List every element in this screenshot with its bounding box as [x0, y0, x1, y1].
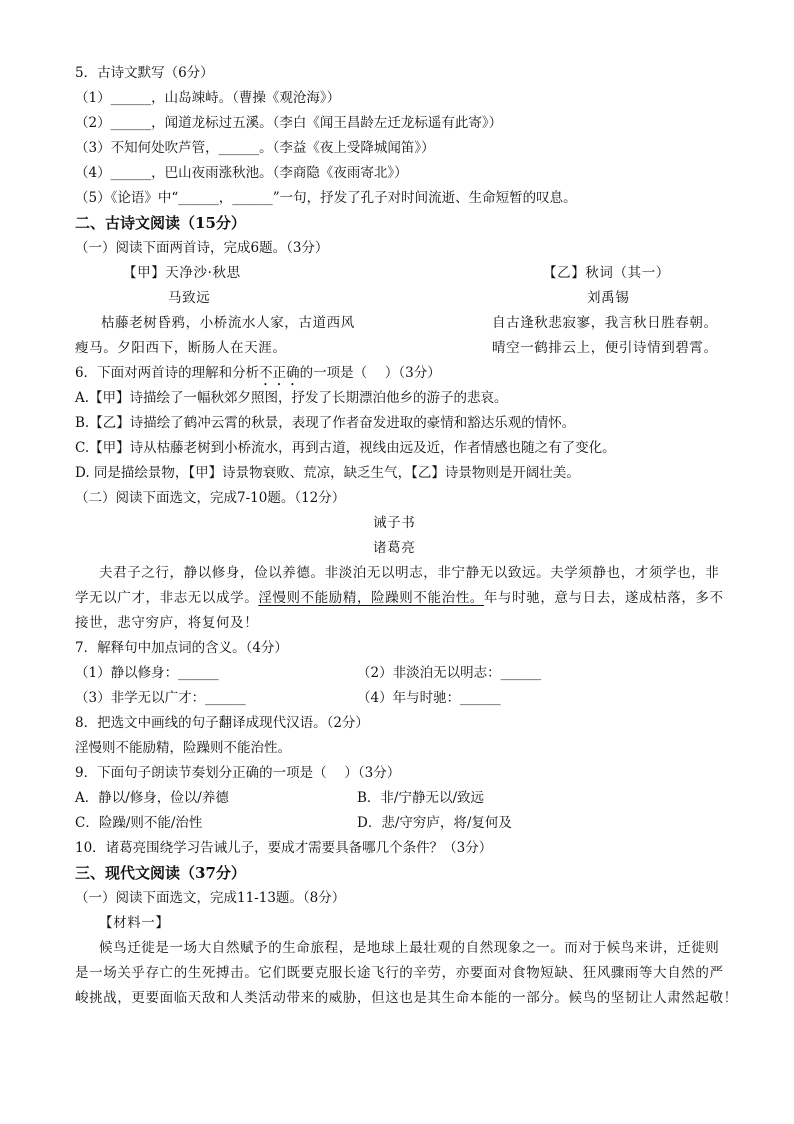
q9-option-a: A．静以/修身，俭以/养德 — [75, 790, 229, 806]
q6-option-d: D. 同是描绘景物，【甲】诗景物衰败、荒凉，缺乏生气，【乙】诗景物则是开阔壮美。 — [75, 465, 580, 481]
q5-item-4: （4）______，巴山夜雨涨秋池。（李商隐《夜雨寄北》） — [75, 165, 408, 181]
q5-item-1: （1）______，山岛竦峙。（曹操《观沧海》） — [75, 90, 341, 106]
essay-line-2-post: 年与时驰，意与日去，遂成枯落，多不 — [483, 590, 724, 606]
q6-stem-post: 的一项是（ ）（3分） — [299, 365, 441, 381]
poem-b-line-2: 晴空一鹤排云上，便引诗情到碧霄。 — [492, 340, 718, 356]
q10-title: 10．诸葛亮围绕学习告诫儿子，要成才需要具备哪几个条件？（3分） — [75, 840, 493, 856]
q5-item-5: （5）《论语》中“______，______”一句，抒发了孔子对时间流逝、生命短暂的叹息。 — [75, 190, 577, 206]
material-para-line-2: 是一场关乎存亡的生死搏击。它们既要克服长途飞行的辛劳，亦要面对食物短缺、狂风骤雨等大自然的严 — [75, 965, 724, 981]
q7-item-2: （2）非淡泊无以明志：______ — [357, 665, 542, 681]
material-para-line-1: 候鸟迁徙是一场大自然赋予的生命旅程，是地球上最壮观的自然现象之一。而对于候鸟来讲，迁徙则 — [99, 940, 720, 956]
essay-title: 诫子书 — [373, 515, 416, 531]
q7-item-1: （1）静以修身：______ — [75, 665, 219, 681]
poem-b-title: 【乙】秋词（其一） — [543, 265, 670, 281]
q8-sentence: 淫慢则不能励精，险躁则不能治性。 — [75, 740, 291, 756]
essay-underlined-sentence: 淫慢则不能励精，险躁则不能治性。 — [258, 590, 484, 606]
part2-intro: （二）阅读下面选文，完成7-10题。（12分） — [75, 490, 346, 506]
essay-line-2-pre: 学无以广才，非志无以成学。 — [75, 590, 259, 606]
material-label: 【材料一】 — [99, 915, 170, 931]
q8-title: 8．把选文中画线的句子翻译成现代汉语。（2分） — [75, 715, 369, 731]
q6-stem-emphasis: 不正确 — [259, 365, 300, 381]
q9-title: 9．下面句子朗读节奏划分正确的一项是（ ）（3分） — [75, 765, 401, 781]
q5-item-3: （3）不知何处吹芦管，______。（李益《夜上受降城闻笛》） — [75, 140, 435, 156]
q5-item-2: （2）______，闻道龙标过五溪。（李白《闻王昌龄左迁龙标遥有此寄》） — [75, 115, 503, 131]
q9-option-b: B．非/宁静无以/致远 — [357, 790, 485, 806]
q6-stem-pre: 6．下面对两首诗的理解和分析 — [75, 365, 260, 381]
section3-part1-intro: （一）阅读下面选文，完成11-13题。（8分） — [75, 890, 346, 906]
q7-title: 7．解释句中加点词的含义。（4分） — [75, 640, 288, 656]
poem-a-author: 马致远 — [168, 290, 211, 306]
essay-author: 诸葛亮 — [373, 540, 416, 556]
poem-a-line-2: 瘦马。夕阳西下，断肠人在天涯。 — [75, 340, 287, 356]
section3-title: 三、现代文阅读（37分） — [75, 864, 246, 882]
poem-a-line-1: 枯藤老树昏鸦，小桥流水人家，古道西风 — [101, 315, 355, 331]
poem-b-line-1: 自古逢秋悲寂寥，我言秋日胜春朝。 — [492, 315, 718, 331]
material-para-line-3: 峻挑战，更要面临天敌和人类活动带来的威胁，但这也是其生命本能的一部分。候鸟的坚韧让人肃然起敬！ — [75, 990, 738, 1006]
essay-line-3: 接世，悲守穷庐，将复何及！ — [75, 615, 259, 631]
section2-title: 二、古诗文阅读（15分） — [75, 214, 246, 232]
part1-intro: （一）阅读下面两首诗，完成6题。（3分） — [75, 240, 329, 256]
q5-title: 5．古诗文默写（6分） — [75, 65, 214, 81]
q9-option-c: C．险躁/则不能/治性 — [75, 815, 203, 831]
poem-a-title: 【甲】天净沙·秋思 — [123, 265, 241, 281]
q6-option-a: A.【甲】诗描绘了一幅秋郊夕照图，抒发了长期漂泊他乡的游子的悲哀。 — [75, 390, 508, 406]
essay-line-2 — [75, 589, 724, 607]
q9-option-d: D．悲/守穷庐，将/复何及 — [357, 815, 512, 831]
q6-option-b: B.【乙】诗描绘了鹤冲云霄的秋景，表现了作者奋发进取的豪情和豁达乐观的情怀。 — [75, 415, 576, 431]
essay-line-1: 夫君子之行，静以修身，俭以养德。非淡泊无以明志，非宁静无以致远。夫学须静也，才须学也，非 — [99, 565, 720, 581]
q6-stem — [75, 364, 441, 389]
q6-option-c: C.【甲】诗从枯藤老树到小桥流水，再到古道，视线由远及近，作者情感也随之有了变化。 — [75, 440, 616, 456]
q7-item-3: （3）非学无以广才：______ — [75, 690, 246, 706]
poem-b-author: 刘禹锡 — [587, 290, 630, 306]
q7-item-4: （4）年与时驰：______ — [357, 690, 501, 706]
